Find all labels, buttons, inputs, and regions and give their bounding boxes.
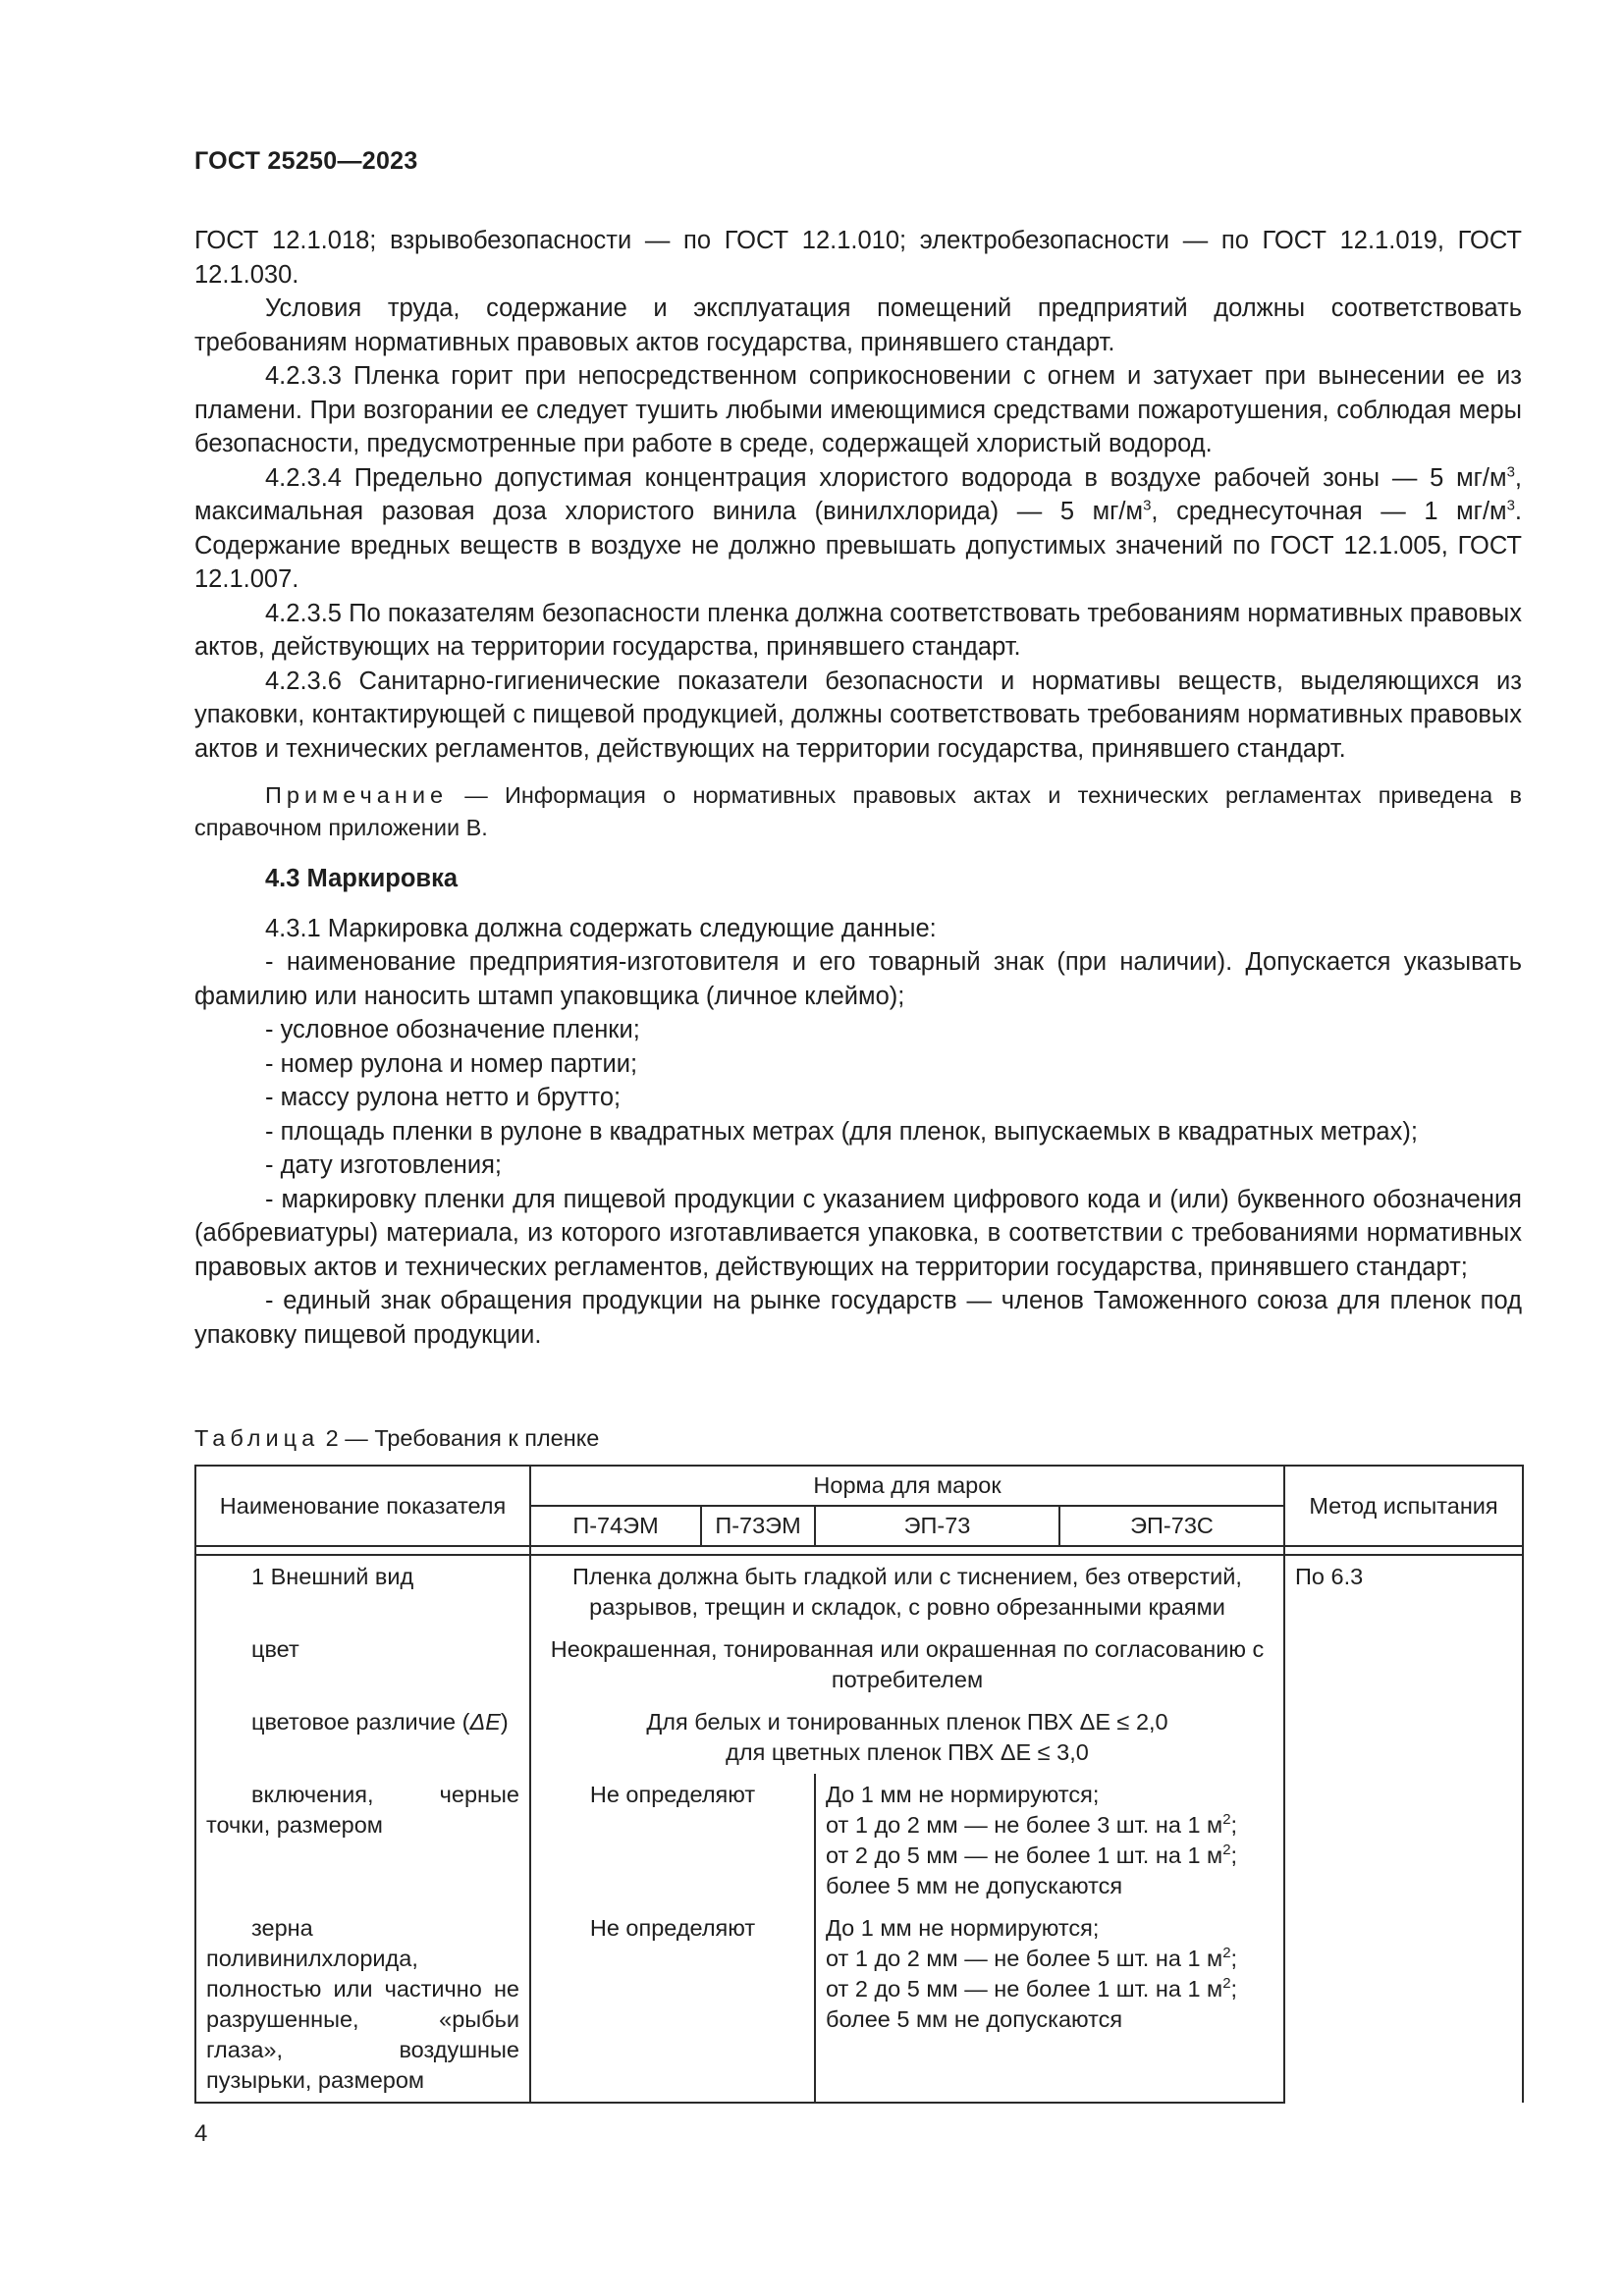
note-label: Примечание (265, 782, 449, 808)
text-run: от 1 до 2 мм — не более 3 шт. на 1 м (826, 1812, 1223, 1838)
text-run: , максимальная разовая доза хлористого винила (винилхлорида) — 5 мг/м (194, 463, 1522, 525)
page-number: 4 (194, 2120, 208, 2147)
superscript: 3 (1143, 497, 1152, 514)
note (194, 779, 1522, 844)
text-run: ) (500, 1709, 509, 1735)
superscript: 2 (1222, 1975, 1231, 1993)
text-run: от 1 до 2 мм — не более 5 шт. на 1 м (826, 1946, 1223, 1971)
list-item: - наименование предприятия-изготовителя и его товарный знак (при наличии). Допускается указывать фамилию или наносить штамп упаковщика (личное клеймо); (194, 948, 1522, 1010)
list-item: - дату изготовления; (265, 1151, 502, 1179)
paragraph: ГОСТ 12.1.018; взрывобезопасности — по ГОСТ 12.1.010; электробезопасности — по ГОСТ 12.1.019, ГОСТ 12.1.030. (194, 227, 1522, 289)
delta-e-symbol: ΔE (469, 1709, 501, 1735)
superscript: 3 (1506, 497, 1515, 514)
requirements-table (194, 1465, 1524, 2104)
table-caption-text: 2 — Требования к пленке (319, 1425, 600, 1451)
text-run: 4.2.3.4 Предельно допустимая концентрация хлористого водорода в воздухе рабочей зоны — 5 мг/м (265, 463, 1507, 492)
document-body (194, 224, 1522, 1352)
paragraph-4-2-3-3: 4.2.3.3 Пленка горит при непосредственном соприкосновении с огнем и затухает при вынесении ее из пламени. При возгорании ее следует тушить любыми имеющимися средствами пожаротушения, соблюдая меры безопасности, предусмотренные при работе в среде, содержащей хлористый водород. (194, 362, 1522, 457)
list-item: - маркировку пленки для пищевой продукции с указанием цифрового кода и (или) буквенного обозначения (аббревиатуры) материала, из которого изготавливается упаковка, в соответствии с требованиями нормативных правовых актов и технических регламентов, действующих на территории государства, принявшего стандарт; (194, 1185, 1522, 1281)
paragraph: Условия труда, содержание и эксплуатация помещений предприятий должны соответствовать требованиям нормативных правовых актов государства, принявшего стандарт. (194, 294, 1522, 356)
paragraph-4-2-3-4 (194, 461, 1522, 597)
header-method: Метод испытания (1284, 1466, 1523, 1546)
list-item: - условное обозначение пленки; (265, 1016, 640, 1043)
cell-ranges (815, 1774, 1284, 1907)
value-line: более 5 мм не допускаются (826, 2006, 1123, 2032)
cell-name (195, 1701, 530, 1774)
header-grade: П-73ЭМ (701, 1506, 815, 1546)
value-line: для цветных пленок ПВХ ΔE ≤ 3,0 (726, 1739, 1089, 1765)
cell-name: цвет (195, 1629, 530, 1701)
cell-value (530, 1701, 1284, 1774)
cell-not-determined: Не определяют (530, 1774, 815, 1907)
header-grade: ЭП-73 (815, 1506, 1059, 1546)
superscript: 3 (1506, 463, 1515, 480)
value-line: от 1 до 2 мм — не более 3 шт. на 1 $м^2$; (826, 1811, 1238, 1838)
value-line: До 1 мм не нормируются; (826, 1915, 1100, 1941)
header-grade: ЭП-73С (1059, 1506, 1284, 1546)
table-caption (194, 1425, 599, 1452)
superscript: 2 (1222, 1945, 1231, 1962)
list-item: - номер рулона и номер партии; (265, 1049, 638, 1078)
paragraph-4-2-3-6: 4.2.3.6 Санитарно-гигиенические показатели безопасности и нормативы веществ, выделяющихся из упаковки, контактирующей с пищевой продукцией, должны соответствовать требованиям нормативных правовых актов и технических регламентов, действующих на территории государства, принявшего стандарт. (194, 667, 1522, 763)
section-title: 4.3 Маркировка (265, 865, 459, 892)
cell-not-determined: Не определяют (530, 1907, 815, 2103)
list-item: - площадь пленки в рулоне в квадратных метрах (для пленок, выпускаемых в квадратных метрах); (265, 1117, 1418, 1146)
list-item: - единый знак обращения продукции на рынке государств — членов Таможенного союза для пленок под упаковку пищевой продукции. (194, 1287, 1522, 1349)
text-run: . Содержание вредных веществ в воздухе не должно превышать допустимых значений по ГОСТ 12.1.005, ГОСТ 12.1.007. (194, 498, 1522, 593)
table-caption-label: Таблица (194, 1425, 320, 1451)
text-run: от 2 до 5 мм — не более 1 шт. на 1 м (826, 1842, 1223, 1868)
cell-ranges (815, 1907, 1284, 2103)
cell-name: 1 Внешний вид (195, 1555, 530, 1629)
superscript: 2 (1222, 1811, 1231, 1829)
value-line: До 1 мм не нормируются; (826, 1782, 1100, 1807)
table-row (195, 1555, 1523, 1629)
header-norm-group: Норма для марок (530, 1466, 1284, 1506)
superscript: 2 (1222, 1842, 1231, 1859)
text-run: от 2 до 5 мм — не более 1 шт. на 1 м (826, 1976, 1223, 2002)
value-line: от 2 до 5 мм — не более 1 шт. на 1 $м^2$; (826, 1842, 1238, 1868)
value-line: от 1 до 2 мм — не более 5 шт. на 1 $м^2$; (826, 1945, 1238, 1971)
document-header: ГОСТ 25250—2023 (194, 147, 418, 175)
cell-name: зерна поливинилхлорида, полностью или частично не разрушенные, «рыбьи глаза», воздушные пузырьки, размером (195, 1907, 530, 2103)
note-text: — Информация о нормативных правовых актах и технических регламентах приведена в справочном приложении В. (194, 782, 1522, 840)
cell-name: включения, черные точки, размером (195, 1774, 530, 1907)
cell-method: По 6.3 (1284, 1555, 1523, 2103)
value-line: от 2 до 5 мм — не более 1 шт. на 1 $м^2$; (826, 1975, 1238, 2002)
paragraph-4-2-3-5: 4.2.3.5 По показателям безопасности пленка должна соответствовать требованиям нормативных правовых актов, действующих на территории государства, принявшего стандарт. (194, 599, 1522, 661)
text-run: цветовое различие ( (251, 1709, 470, 1735)
header-grade: П-74ЭМ (530, 1506, 701, 1546)
cell-value: Неокрашенная, тонированная или окрашенная по согласованию с потребителем (530, 1629, 1284, 1701)
header-name: Наименование показателя (195, 1466, 530, 1546)
value-line: Для белых и тонированных пленок ПВХ ΔE ≤ 2,0 (646, 1709, 1168, 1735)
cell-value: Пленка должна быть гладкой или с тиснением, без отверстий, разрывов, трещин и складок, с ровно обрезанными краями (530, 1555, 1284, 1629)
marking-intro: 4.3.1 Маркировка должна содержать следующие данные: (265, 914, 937, 942)
list-item: - массу рулона нетто и брутто; (265, 1084, 622, 1111)
value-line: более 5 мм не допускаются (826, 1873, 1123, 1898)
text-run: , среднесуточная — 1 мг/м (1151, 498, 1507, 525)
marking-list (194, 912, 1522, 1353)
